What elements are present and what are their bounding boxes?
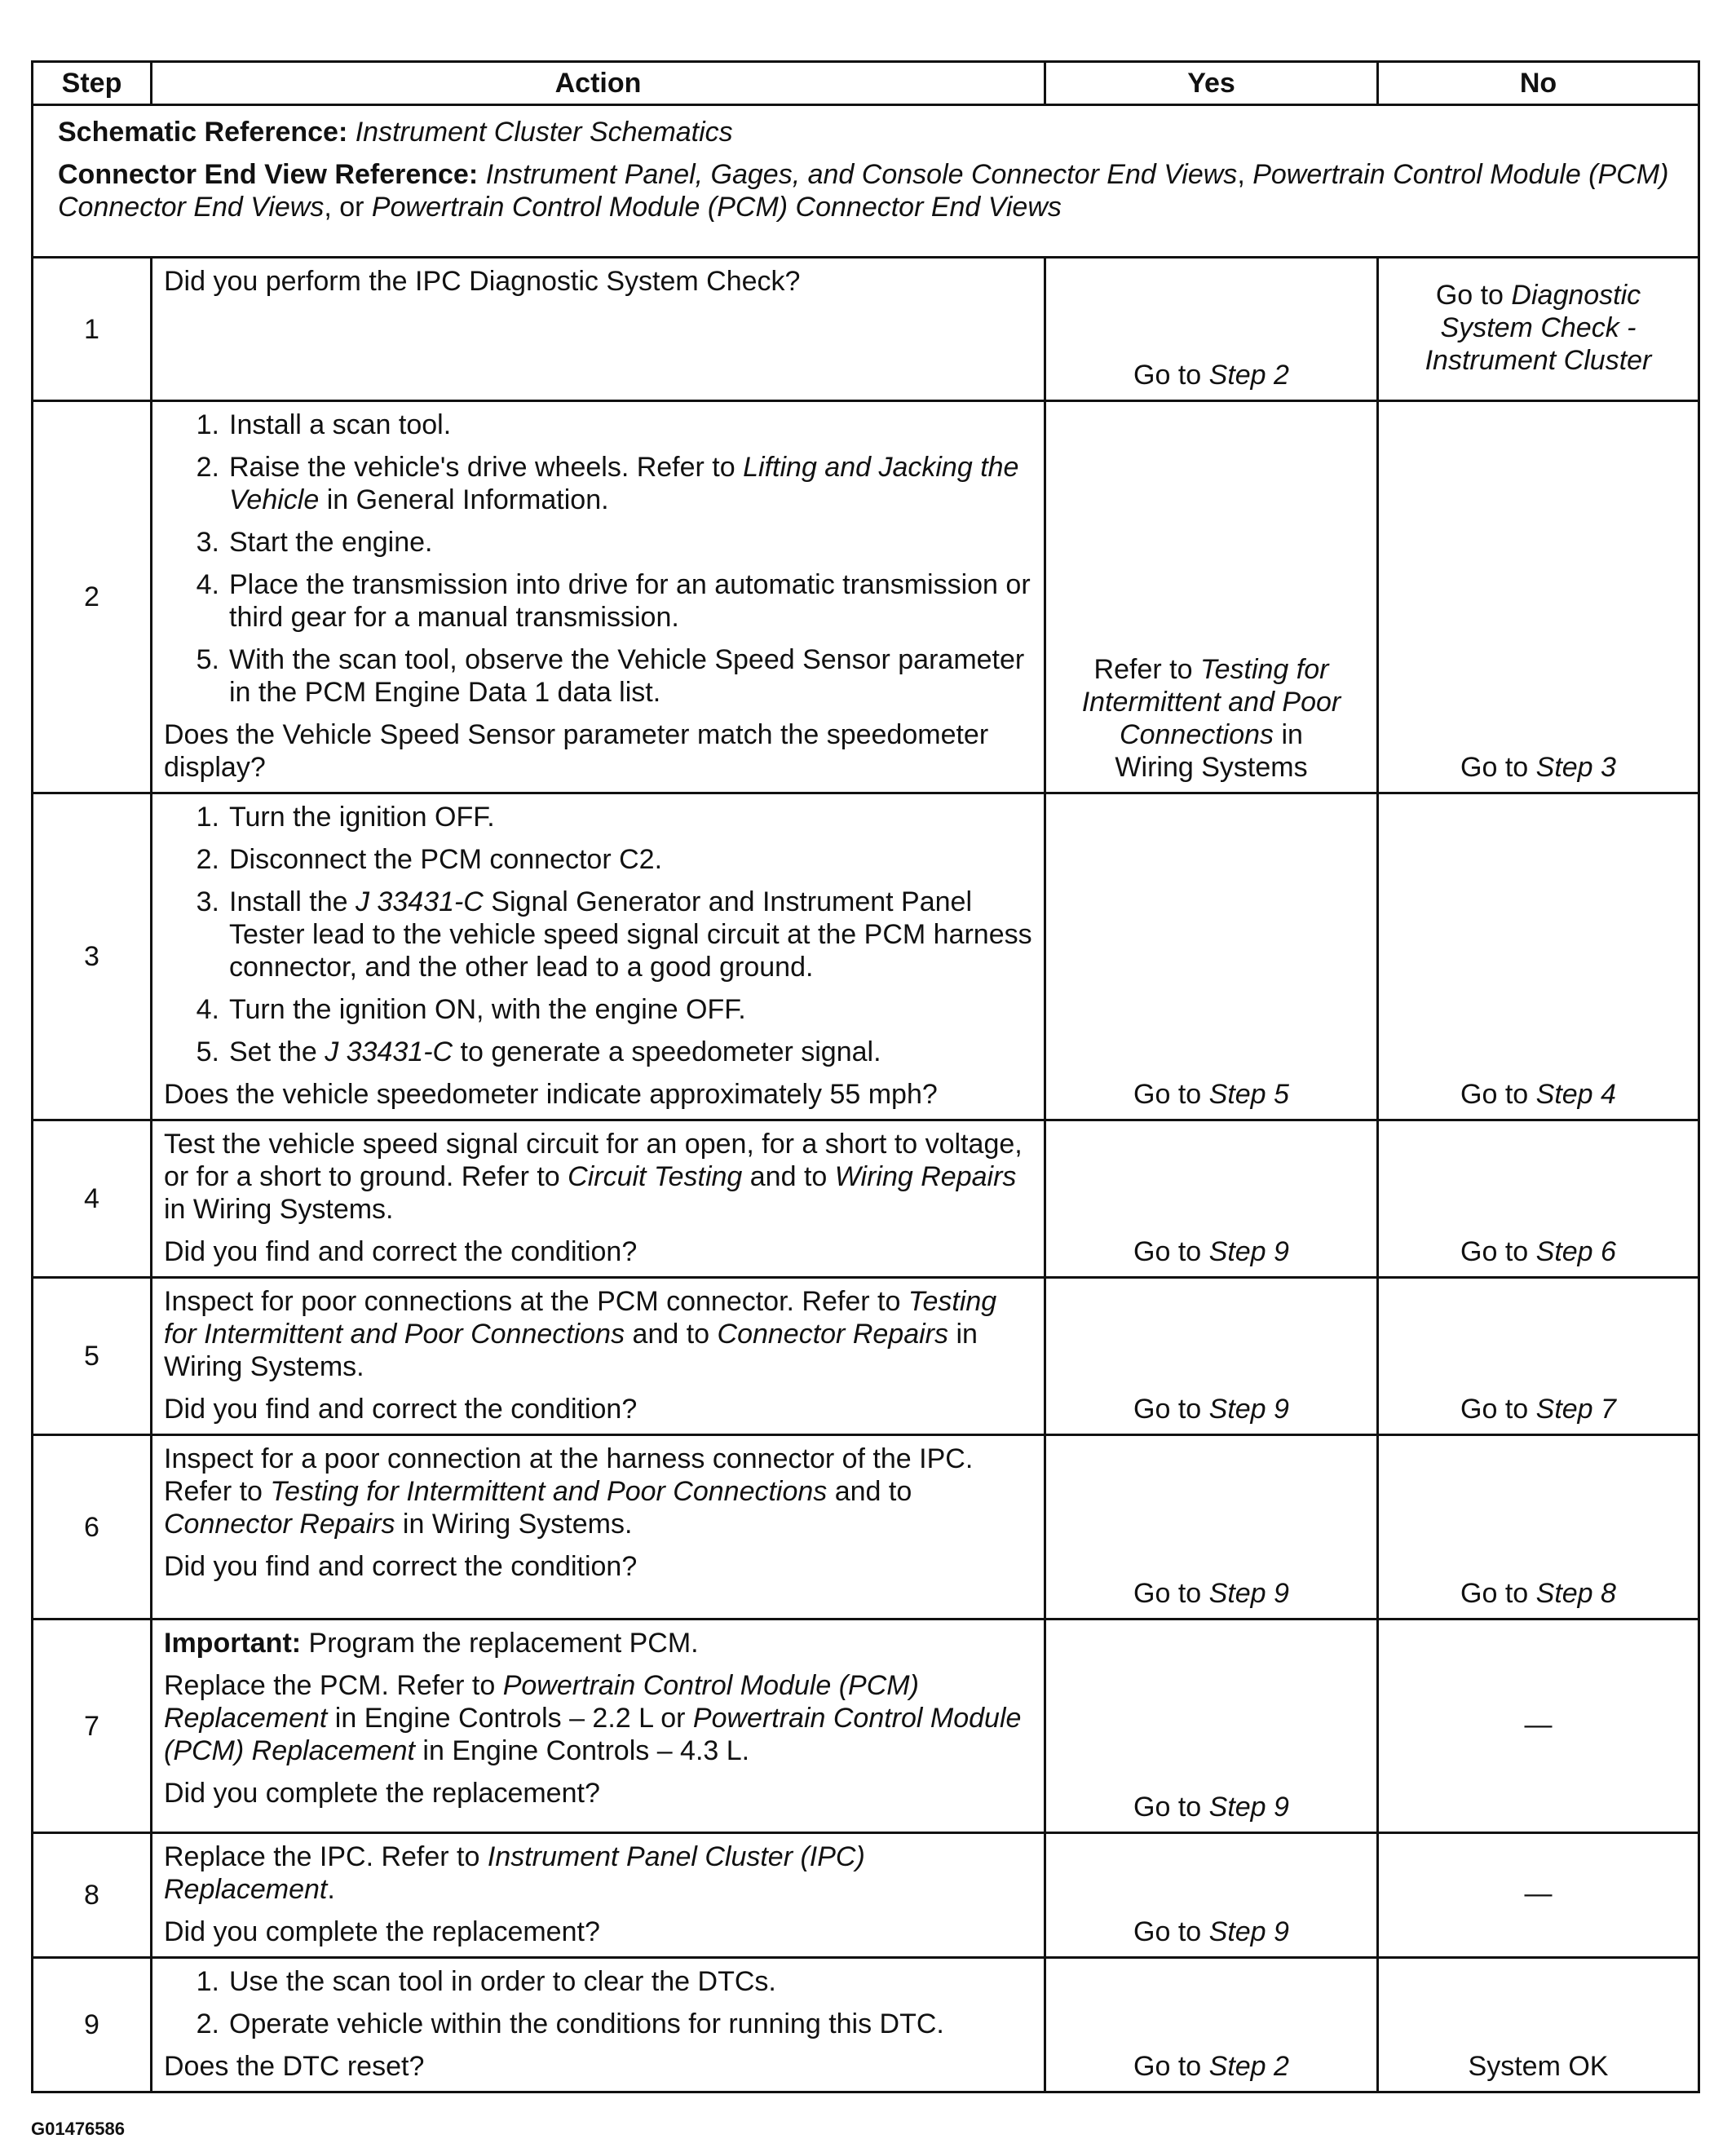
yes-cell — [1045, 401, 1378, 793]
ref-link[interactable]: Powertrain Control Module (PCM) Replacement — [164, 1670, 919, 1734]
diagnostic-table — [31, 60, 1700, 2093]
tool-ref: J 33431-C — [325, 1036, 453, 1067]
no-link[interactable]: Step 7 — [1535, 1394, 1616, 1425]
substep: 1. Use the scan tool in order to clear the DTCs. — [196, 1966, 776, 1997]
connector-link-2[interactable]: Powertrain Control Module (PCM) Connector End Views — [58, 159, 1669, 223]
step-row-6 — [33, 1435, 1699, 1620]
yes-link[interactable]: Step 9 — [1208, 1916, 1289, 1947]
yes-link[interactable]: Testing for Intermittent and Poor Connections — [1081, 654, 1341, 750]
no-cell — [1378, 258, 1699, 401]
substep: 5. With the scan tool, observe the Vehicle Speed Sensor parameter in the PCM Engine Data 1 data list. — [196, 644, 1025, 708]
header-row — [33, 62, 1699, 105]
no-cell — [1378, 401, 1699, 793]
yes-cell: Go to Step 9 — [1045, 1278, 1378, 1435]
action-cell — [152, 1278, 1045, 1435]
instruction: Inspect for poor connections at the PCM connector. Refer to Testing for Intermittent and Poor Connections and to Connector Repairs in Wiring Systems. — [164, 1286, 997, 1382]
question: Did you complete the replacement? — [164, 1916, 600, 1947]
header-action: Action — [152, 62, 1045, 105]
step-number: 1 — [33, 258, 152, 401]
no-link[interactable]: Step 8 — [1535, 1578, 1616, 1609]
no-cell: — — [1378, 1833, 1699, 1958]
no-cell: Go to Step 8 — [1378, 1435, 1699, 1620]
step-row-1 — [33, 258, 1699, 401]
no-link[interactable]: Step 4 — [1535, 1079, 1616, 1110]
no-link[interactable]: Step 6 — [1535, 1236, 1616, 1267]
step-number: 2 — [33, 401, 152, 793]
action-cell — [152, 401, 1045, 793]
ref-link[interactable]: Testing for Intermittent and Poor Connections — [164, 1286, 997, 1350]
yes-link[interactable]: Step 9 — [1208, 1792, 1289, 1823]
no-link[interactable]: Diagnostic System Check - Instrument Cluster — [1425, 279, 1652, 376]
yes-prefix: Refer to — [1093, 654, 1200, 685]
question: Did you find and correct the condition? — [164, 1236, 638, 1267]
substep: 2. Disconnect the PCM connector C2. — [196, 844, 663, 875]
yes-cell: Go to Step 9 — [1045, 1435, 1378, 1620]
substep: 1. Turn the ignition OFF. — [196, 802, 495, 833]
connector-sep-1: , — [1237, 159, 1253, 190]
yes-link[interactable]: Step 2 — [1208, 2051, 1289, 2082]
question: Does the Vehicle Speed Sensor parameter match the speedometer display? — [164, 719, 989, 783]
substep: 3. Install the J 33431-C Signal Generator and Instrument Panel Tester lead to the vehicle speed signal circuit at the PCM harness connector, and the other lead to a good ground. — [196, 886, 1032, 983]
header-yes: Yes — [1045, 62, 1378, 105]
important-label: Important: — [164, 1628, 302, 1659]
step-row-2 — [33, 401, 1699, 793]
yes-suffix: in Wiring Systems — [1115, 719, 1308, 783]
no-cell: Go to Step 7 — [1378, 1278, 1699, 1435]
ref-link[interactable]: Connector Repairs — [164, 1509, 395, 1540]
reference-row — [33, 105, 1699, 258]
ref-link[interactable]: Testing for Intermittent and Poor Connections — [270, 1476, 828, 1507]
ref-link[interactable]: Circuit Testing — [568, 1161, 743, 1192]
step-row-5 — [33, 1278, 1699, 1435]
yes-link[interactable]: Step 9 — [1208, 1578, 1289, 1609]
step-number: 7 — [33, 1620, 152, 1833]
action-cell — [152, 258, 1045, 401]
substep-list — [164, 1965, 1032, 2040]
substep: 2. Raise the vehicle's drive wheels. Refer to Lifting and Jacking the Vehicle in General Information. — [196, 452, 1019, 515]
step-number: 6 — [33, 1435, 152, 1620]
tool-ref: J 33431-C — [355, 886, 484, 917]
step-number: 9 — [33, 1958, 152, 2092]
no-prefix: Go to — [1435, 279, 1512, 311]
step-row-7 — [33, 1620, 1699, 1833]
yes-cell: Go to Step 9 — [1045, 1833, 1378, 1958]
action-cell — [152, 1620, 1045, 1833]
yes-cell: Go to Step 9 — [1045, 1620, 1378, 1833]
question: Did you find and correct the condition? — [164, 1394, 638, 1425]
schematic-reference — [58, 116, 1673, 148]
step-number: 8 — [33, 1833, 152, 1958]
instruction: Inspect for a poor connection at the harness connector of the IPC. Refer to Testing for Intermittent and Poor Connections and to Connector Repairs in Wiring Systems. — [164, 1443, 974, 1540]
substep: 3. Start the engine. — [196, 527, 433, 558]
no-prefix: Go to — [1460, 752, 1536, 783]
instruction: Test the vehicle speed signal circuit for an open, for a short to voltage, or for a short to ground. Refer to Circuit Testing and to Wiring Repairs in Wiring Systems. — [164, 1129, 1023, 1225]
substep: 4. Place the transmission into drive for an automatic transmission or third gear for a manual transmission. — [196, 569, 1031, 633]
important-note: Important: Program the replacement PCM. — [164, 1628, 699, 1659]
no-cell: Go to Step 6 — [1378, 1120, 1699, 1278]
action-cell — [152, 1833, 1045, 1958]
ref-link[interactable]: Connector Repairs — [717, 1319, 948, 1350]
action-cell — [152, 1435, 1045, 1620]
question: Does the vehicle speedometer indicate approximately 55 mph? — [164, 1079, 938, 1110]
yes-prefix: Go to — [1133, 360, 1209, 391]
step-row-9 — [33, 1958, 1699, 2092]
question: Did you complete the replacement? — [164, 1778, 600, 1809]
step-number: 4 — [33, 1120, 152, 1278]
reference-cell — [33, 105, 1699, 258]
action-cell — [152, 1958, 1045, 2092]
substep: 5. Set the J 33431-C to generate a speedometer signal. — [196, 1036, 881, 1067]
step-number: 3 — [33, 793, 152, 1120]
no-cell: System OK — [1378, 1958, 1699, 2092]
figure-id: G01476586 — [31, 2119, 125, 2139]
action-cell — [152, 793, 1045, 1120]
substep-list — [164, 801, 1032, 1068]
yes-cell: Go to Step 9 — [1045, 1120, 1378, 1278]
question: Does the DTC reset? — [164, 2051, 425, 2082]
connector-sep-2: , or — [324, 192, 372, 223]
ref-link[interactable]: Wiring Repairs — [834, 1161, 1017, 1192]
substep: 2. Operate vehicle within the conditions for running this DTC. — [196, 2008, 944, 2039]
step-row-4 — [33, 1120, 1699, 1278]
substep: 4. Turn the ignition ON, with the engine OFF. — [196, 994, 746, 1025]
yes-cell: Go to Step 5 — [1045, 793, 1378, 1120]
ref-link[interactable]: Instrument Panel Cluster (IPC) Replacement — [164, 1841, 865, 1905]
instruction: Replace the IPC. Refer to Instrument Panel Cluster (IPC) Replacement. — [164, 1841, 865, 1905]
substep: 1. Install a scan tool. — [196, 409, 452, 440]
no-link[interactable]: Step 3 — [1535, 752, 1616, 783]
schematic-label: Schematic Reference: — [58, 117, 348, 148]
no-cell: — — [1378, 1620, 1699, 1833]
yes-link[interactable]: Step 9 — [1208, 1394, 1289, 1425]
yes-cell: Go to Step 2 — [1045, 1958, 1378, 2092]
question: Did you perform the IPC Diagnostic System Check? — [164, 266, 801, 297]
schematic-link[interactable]: Instrument Cluster Schematics — [355, 117, 733, 148]
yes-cell — [1045, 258, 1378, 401]
action-cell — [152, 1120, 1045, 1278]
step-row-8 — [33, 1833, 1699, 1958]
step-number: 5 — [33, 1278, 152, 1435]
ref-link[interactable]: Lifting and Jacking the Vehicle — [229, 452, 1019, 515]
connector-label: Connector End View Reference: — [58, 159, 479, 190]
instruction: Replace the PCM. Refer to Powertrain Control Module (PCM) Replacement in Engine Controls – 2.2 L or Powertrain Control Module (PCM) Replacement in Engine Controls – 4.3 L. — [164, 1670, 1022, 1766]
connector-link-3[interactable]: Powertrain Control Module (PCM) Connector End Views — [371, 192, 1062, 223]
connector-reference — [58, 158, 1673, 223]
header-step: Step — [33, 62, 152, 105]
connector-link-1[interactable]: Instrument Panel, Gages, and Console Connector End Views — [485, 159, 1238, 190]
step-row-3 — [33, 793, 1699, 1120]
header-no: No — [1378, 62, 1699, 105]
yes-link[interactable]: Step 5 — [1208, 1079, 1289, 1110]
question: Did you find and correct the condition? — [164, 1551, 638, 1582]
yes-link[interactable]: Step 2 — [1208, 360, 1289, 391]
substep-list — [164, 409, 1032, 709]
no-cell: Go to Step 4 — [1378, 793, 1699, 1120]
yes-link[interactable]: Step 9 — [1208, 1236, 1289, 1267]
ref-link[interactable]: Powertrain Control Module (PCM) Replacement — [164, 1703, 1022, 1766]
